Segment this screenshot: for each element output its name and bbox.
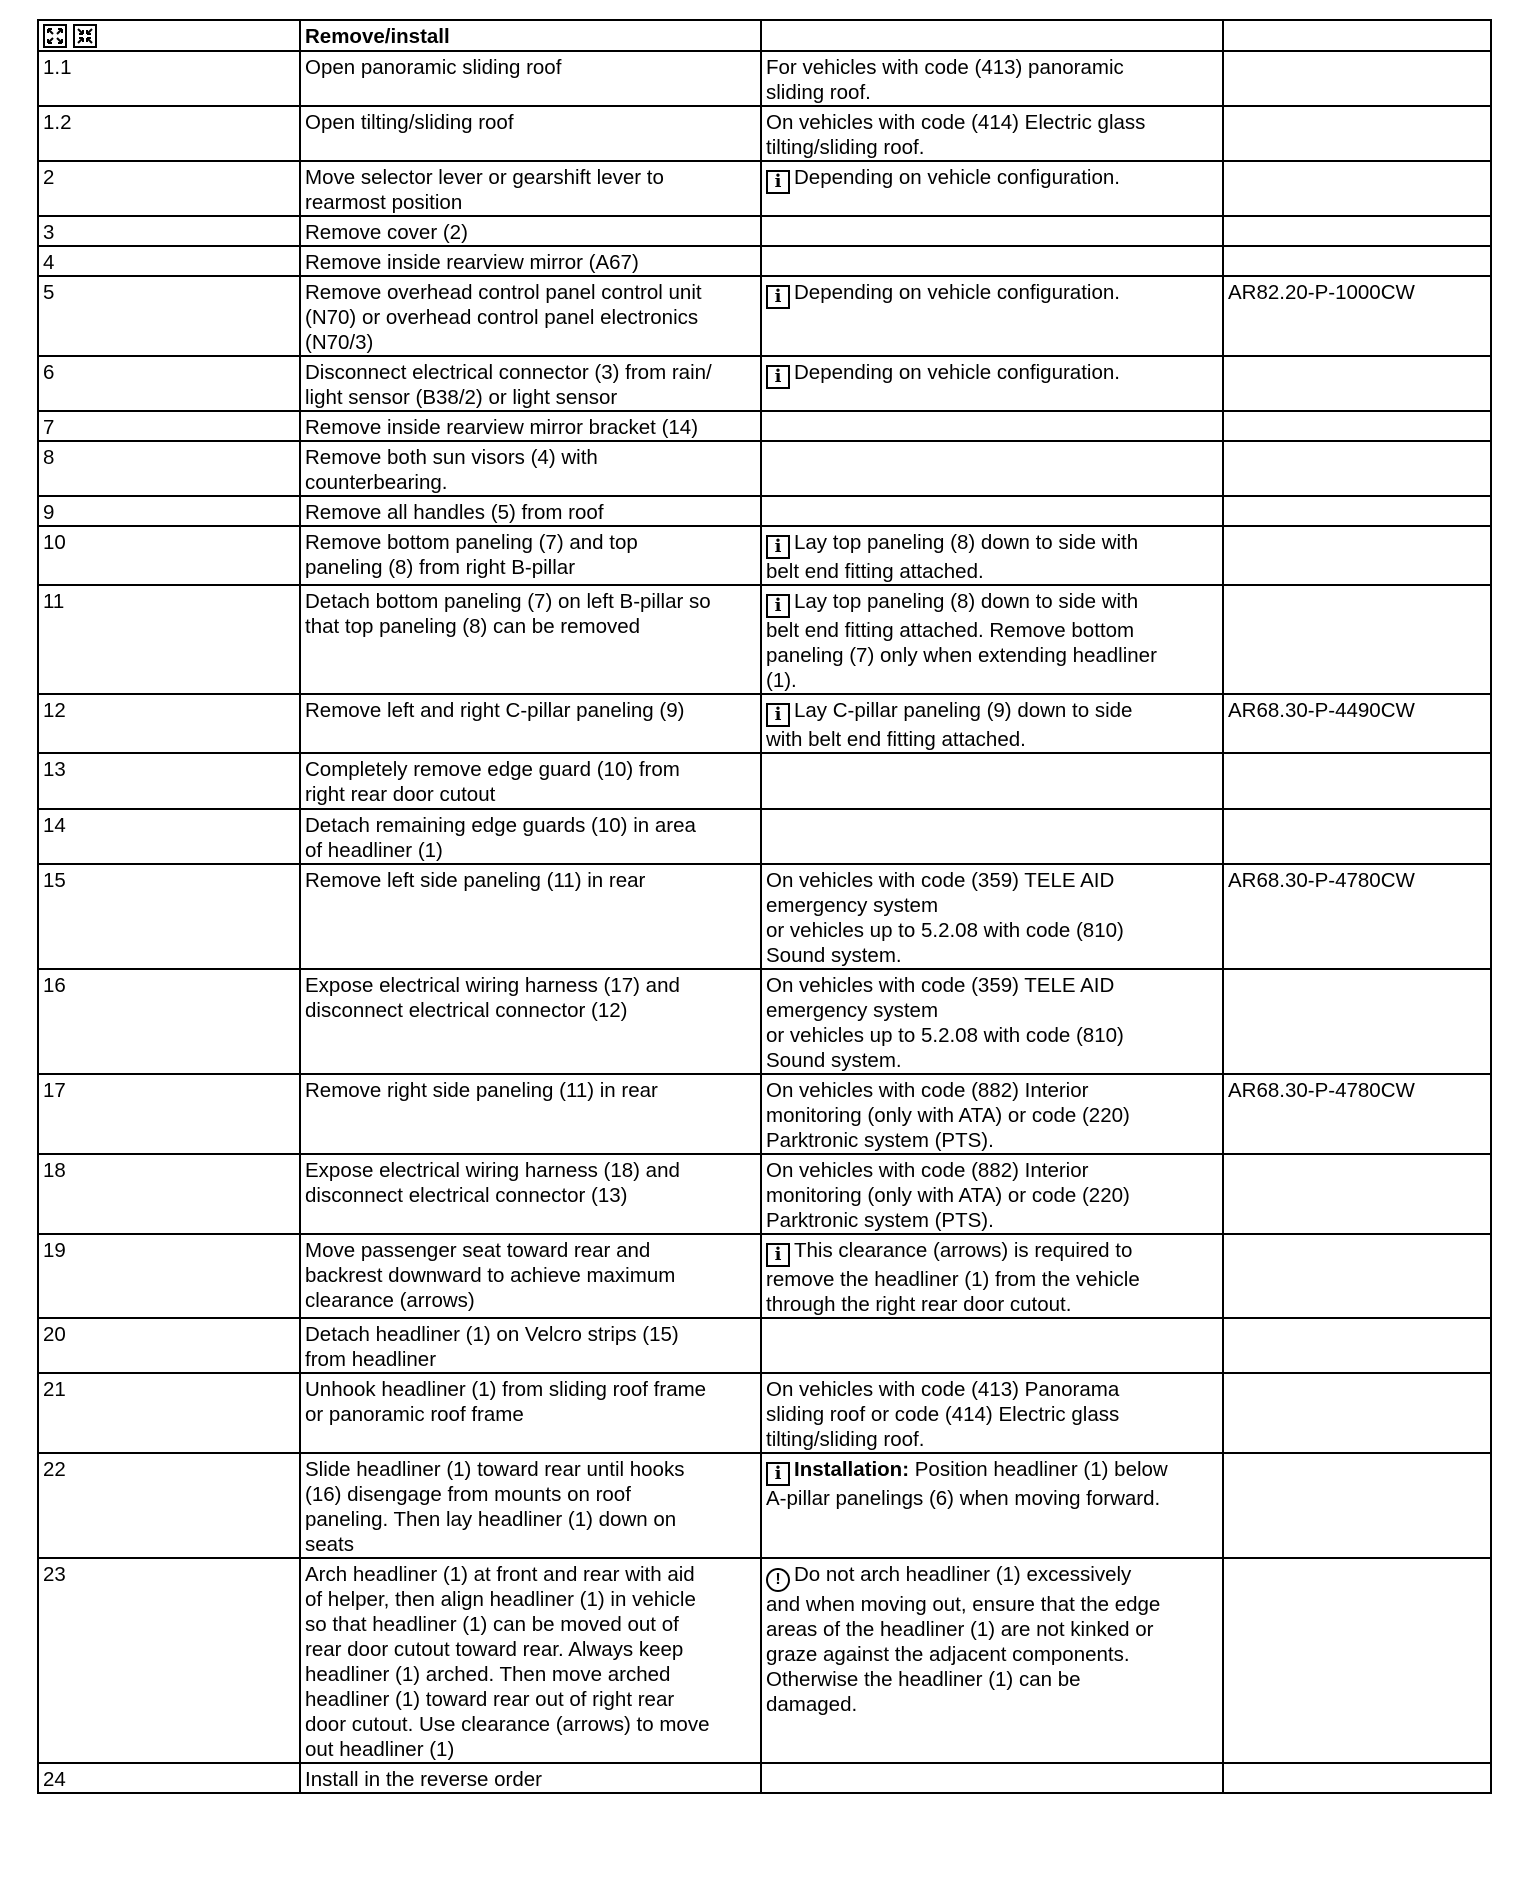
reference-code	[1223, 1318, 1491, 1373]
reference-code	[1223, 1558, 1491, 1763]
table-row	[38, 441, 1491, 496]
note-text: Lay top paneling (8) down to side with belt end fitting attached.	[766, 531, 1139, 583]
step-number: 7	[38, 411, 300, 441]
reference-code	[1223, 216, 1491, 246]
note-text: Position headliner (1) below A-pillar panelings (6) when moving forward.	[766, 1458, 1168, 1510]
step-number: 9	[38, 496, 300, 526]
reference-code	[1223, 161, 1491, 216]
step-number: 15	[38, 864, 300, 969]
step-action: Remove left side paneling (11) in rear	[300, 864, 761, 969]
reference-code: AR68.30-P-4780CW	[1223, 864, 1491, 969]
table-row	[38, 496, 1491, 526]
step-number: 2	[38, 161, 300, 216]
reference-code	[1223, 1234, 1491, 1318]
table-row	[38, 51, 1491, 106]
step-action: Remove both sun visors (4) with counterbearing.	[300, 441, 761, 496]
step-number: 13	[38, 753, 300, 809]
info-icon: i	[766, 170, 790, 194]
header-row	[38, 20, 1491, 51]
step-number: 1.1	[38, 51, 300, 106]
table-row	[38, 1373, 1491, 1453]
note-text: On vehicles with code (359) TELE AID emergency system or vehicles up to 5.2.08 with code (810) Sound system.	[766, 869, 1124, 967]
note-text: This clearance (arrows) is required to remove the headliner (1) from the vehicle through the right rear door cutout.	[766, 1239, 1140, 1316]
table-row	[38, 1074, 1491, 1154]
note-text: For vehicles with code (413) panoramic sliding roof.	[766, 56, 1124, 104]
note-text: On vehicles with code (413) Panorama sliding roof or code (414) Electric glass tilting/sliding roof.	[766, 1378, 1120, 1451]
reference-code	[1223, 246, 1491, 276]
step-note	[761, 1763, 1223, 1793]
reference-code	[1223, 526, 1491, 585]
step-note	[761, 1318, 1223, 1373]
reference-code	[1223, 1373, 1491, 1453]
step-action: Install in the reverse order	[300, 1763, 761, 1793]
step-number: 11	[38, 585, 300, 694]
step-action: Remove all handles (5) from roof	[300, 496, 761, 526]
step-note	[761, 51, 1223, 106]
step-action: Remove cover (2)	[300, 216, 761, 246]
remove-icon	[43, 24, 67, 48]
step-number: 10	[38, 526, 300, 585]
step-note	[761, 526, 1223, 585]
step-note	[761, 969, 1223, 1074]
step-note	[761, 356, 1223, 411]
info-icon: i	[766, 594, 790, 618]
step-note	[761, 106, 1223, 161]
step-note	[761, 246, 1223, 276]
reference-code	[1223, 585, 1491, 694]
reference-code	[1223, 441, 1491, 496]
step-number: 23	[38, 1558, 300, 1763]
note-text: Depending on vehicle configuration.	[794, 166, 1120, 189]
procedure-table	[37, 19, 1492, 1794]
install-icon	[73, 24, 97, 48]
note-text: On vehicles with code (882) Interior monitoring (only with ATA) or code (220) Parktronic system (PTS).	[766, 1079, 1130, 1152]
step-number: 8	[38, 441, 300, 496]
step-note	[761, 161, 1223, 216]
step-note	[761, 1234, 1223, 1318]
header-icons-cell	[38, 20, 300, 51]
step-action: Remove overhead control panel control unit (N70) or overhead control panel electronics (N70/3)	[300, 276, 761, 356]
step-note	[761, 864, 1223, 969]
step-action: Remove left and right C-pillar paneling (9)	[300, 694, 761, 753]
reference-code	[1223, 411, 1491, 441]
reference-code	[1223, 1154, 1491, 1234]
reference-code	[1223, 1763, 1491, 1793]
table-row	[38, 1318, 1491, 1373]
table-row	[38, 585, 1491, 694]
table-row	[38, 411, 1491, 441]
reference-code: AR68.30-P-4490CW	[1223, 694, 1491, 753]
table-row	[38, 753, 1491, 809]
step-action: Detach remaining edge guards (10) in area of headliner (1)	[300, 809, 761, 864]
note-text: On vehicles with code (359) TELE AID emergency system or vehicles up to 5.2.08 with code (810) Sound system.	[766, 974, 1124, 1072]
step-action: Remove inside rearview mirror (A67)	[300, 246, 761, 276]
table-row	[38, 809, 1491, 864]
reference-code	[1223, 809, 1491, 864]
reference-code	[1223, 753, 1491, 809]
step-note	[761, 1074, 1223, 1154]
step-action: Remove bottom paneling (7) and top paneling (8) from right B-pillar	[300, 526, 761, 585]
step-number: 14	[38, 809, 300, 864]
info-icon: i	[766, 1243, 790, 1267]
reference-code	[1223, 51, 1491, 106]
reference-code	[1223, 969, 1491, 1074]
info-icon: i	[766, 535, 790, 559]
reference-code: AR68.30-P-4780CW	[1223, 1074, 1491, 1154]
note-text: On vehicles with code (414) Electric glass tilting/sliding roof.	[766, 111, 1146, 159]
step-action: Open panoramic sliding roof	[300, 51, 761, 106]
step-number: 17	[38, 1074, 300, 1154]
table-row	[38, 694, 1491, 753]
note-text: Depending on vehicle configuration.	[794, 361, 1120, 384]
header-title: Remove/install	[300, 20, 761, 51]
step-note	[761, 441, 1223, 496]
info-icon: i	[766, 1462, 790, 1486]
step-number: 1.2	[38, 106, 300, 161]
step-note	[761, 496, 1223, 526]
header-empty-cell	[761, 20, 1223, 51]
step-action: Expose electrical wiring harness (17) and disconnect electrical connector (12)	[300, 969, 761, 1074]
step-number: 18	[38, 1154, 300, 1234]
table-row	[38, 106, 1491, 161]
reference-code	[1223, 356, 1491, 411]
note-text: Do not arch headliner (1) excessively and when moving out, ensure that the edge areas of the headliner (1) are not kinked or graze against the adjacent components. Otherwise the headliner (1) can be damaged.	[766, 1563, 1161, 1716]
step-note	[761, 585, 1223, 694]
info-icon: i	[766, 365, 790, 389]
reference-code	[1223, 496, 1491, 526]
step-action: Arch headliner (1) at front and rear with aid of helper, then align headliner (1) in vehicle so that headliner (1) can be moved out of rear door cutout toward rear. Always keep headliner (1) arched. Then move arched headliner (1) toward rear out of right rear door cutout. Use clearance (arrows) to move out headliner (1)	[300, 1558, 761, 1763]
table-row	[38, 1234, 1491, 1318]
note-text: Depending on vehicle configuration.	[794, 281, 1120, 304]
note-text: Lay C-pillar paneling (9) down to side with belt end fitting attached.	[766, 699, 1133, 751]
table-row	[38, 969, 1491, 1074]
step-number: 19	[38, 1234, 300, 1318]
info-icon: i	[766, 285, 790, 309]
warning-icon: !	[766, 1568, 790, 1592]
reference-code: AR82.20-P-1000CW	[1223, 276, 1491, 356]
table-row	[38, 276, 1491, 356]
table-row	[38, 526, 1491, 585]
step-number: 6	[38, 356, 300, 411]
step-action: Detach bottom paneling (7) on left B-pillar so that top paneling (8) can be removed	[300, 585, 761, 694]
step-action: Expose electrical wiring harness (18) and disconnect electrical connector (13)	[300, 1154, 761, 1234]
step-number: 4	[38, 246, 300, 276]
note-text: Lay top paneling (8) down to side with belt end fitting attached. Remove bottom paneling (7) only when extending headliner (1).	[766, 590, 1157, 692]
step-note	[761, 411, 1223, 441]
table-row	[38, 246, 1491, 276]
step-action: Detach headliner (1) on Velcro strips (15) from headliner	[300, 1318, 761, 1373]
table-row	[38, 1154, 1491, 1234]
step-number: 20	[38, 1318, 300, 1373]
step-number: 5	[38, 276, 300, 356]
step-number: 22	[38, 1453, 300, 1558]
table-row	[38, 1763, 1491, 1793]
note-text: On vehicles with code (882) Interior monitoring (only with ATA) or code (220) Parktronic system (PTS).	[766, 1159, 1130, 1232]
step-action: Slide headliner (1) toward rear until hooks (16) disengage from mounts on roof paneling. Then lay headliner (1) down on seats	[300, 1453, 761, 1558]
table-row	[38, 1453, 1491, 1558]
step-number: 12	[38, 694, 300, 753]
table-row	[38, 864, 1491, 969]
step-note	[761, 276, 1223, 356]
note-prefix: Installation:	[794, 1458, 910, 1481]
table-row	[38, 356, 1491, 411]
step-action: Disconnect electrical connector (3) from rain/ light sensor (B38/2) or light sensor	[300, 356, 761, 411]
step-note	[761, 753, 1223, 809]
step-note	[761, 216, 1223, 246]
step-number: 24	[38, 1763, 300, 1793]
step-action: Move selector lever or gearshift lever to rearmost position	[300, 161, 761, 216]
step-action: Move passenger seat toward rear and backrest downward to achieve maximum clearance (arrows)	[300, 1234, 761, 1318]
info-icon: i	[766, 703, 790, 727]
step-note	[761, 1373, 1223, 1453]
step-note	[761, 1558, 1223, 1763]
step-note	[761, 809, 1223, 864]
step-action: Completely remove edge guard (10) from right rear door cutout	[300, 753, 761, 809]
step-note	[761, 694, 1223, 753]
step-number: 3	[38, 216, 300, 246]
step-note	[761, 1154, 1223, 1234]
step-action: Unhook headliner (1) from sliding roof frame or panoramic roof frame	[300, 1373, 761, 1453]
reference-code	[1223, 1453, 1491, 1558]
step-note	[761, 1453, 1223, 1558]
reference-code	[1223, 106, 1491, 161]
step-action: Remove inside rearview mirror bracket (14)	[300, 411, 761, 441]
step-action: Remove right side paneling (11) in rear	[300, 1074, 761, 1154]
step-number: 16	[38, 969, 300, 1074]
step-number: 21	[38, 1373, 300, 1453]
header-empty-cell	[1223, 20, 1491, 51]
step-action: Open tilting/sliding roof	[300, 106, 761, 161]
table-row	[38, 1558, 1491, 1763]
table-row	[38, 161, 1491, 216]
table-row	[38, 216, 1491, 246]
